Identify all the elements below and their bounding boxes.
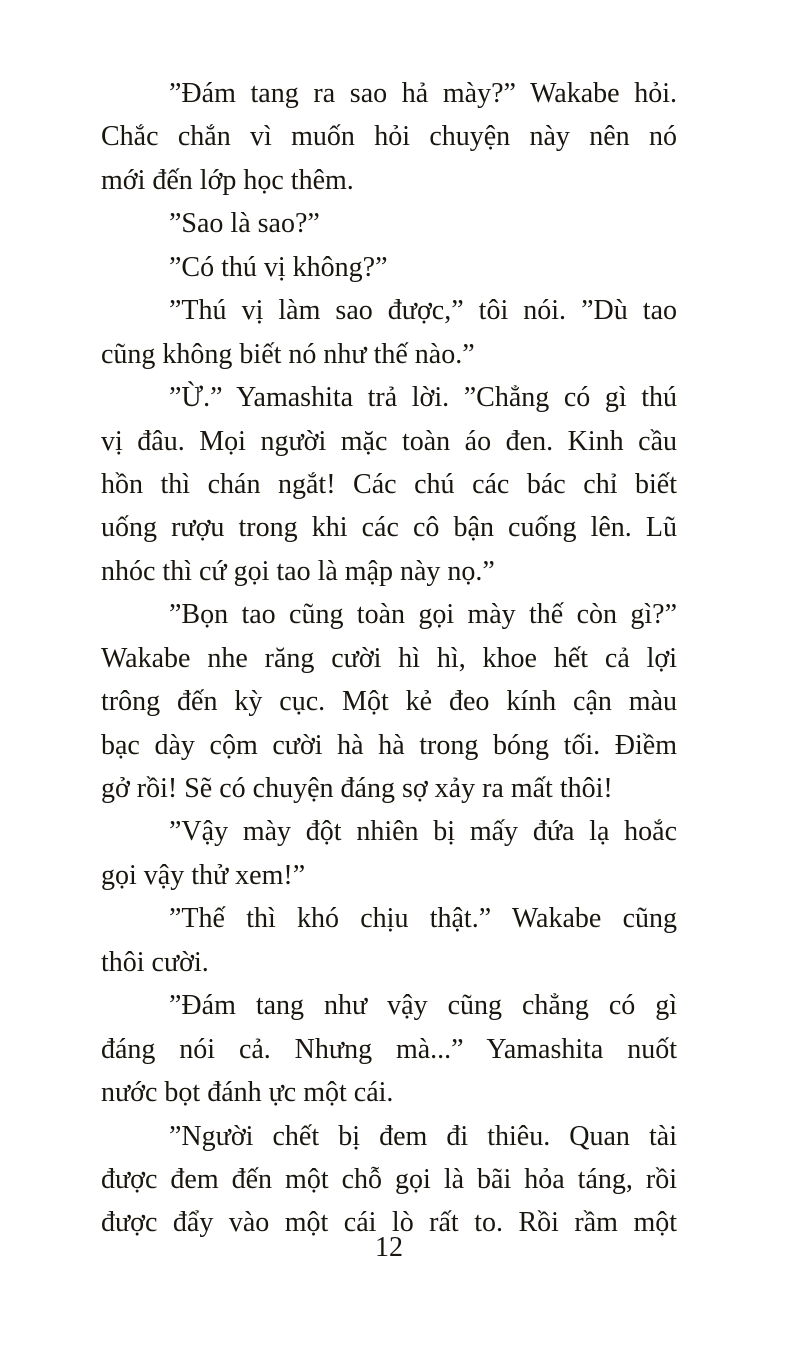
text-line: được đẩy vào một cái lò rất to. Rồi rầm một [101,1207,677,1239]
text-line: ”Thú vị làm sao được,” tôi nói. ”Dù tao [169,295,677,327]
text-line: nhóc thì cứ gọi tao là mập này nọ.” [101,555,495,587]
text-line: đáng nói cả. Nhưng mà...” Yamashita nuốt [101,1033,677,1065]
text-line: uống rượu trong khi các cô bận cuống lên. Lũ [101,512,677,544]
text-line: ”Người chết bị đem đi thiêu. Quan tài [169,1120,677,1152]
text-line: ”Có thú vị không?” [169,251,388,283]
text-line: ”Ừ.” Yamashita trả lời. ”Chẳng có gì thú [169,382,677,414]
text-line: Wakabe nhe răng cười hì hì, khoe hết cả lợi [101,642,677,674]
text-line: hồn thì chán ngắt! Các chú các bác chỉ biết [101,468,677,500]
text-line: mới đến lớp học thêm. [101,164,354,196]
text-line: Chắc chắn vì muốn hỏi chuyện này nên nó [101,121,677,153]
text-line: vị đâu. Mọi người mặc toàn áo đen. Kinh cầu [101,425,677,457]
text-line: trông đến kỳ cục. Một kẻ đeo kính cận màu [101,686,677,718]
body-text [101,72,677,1245]
text-line: được đem đến một chỗ gọi là bãi hỏa táng, rồi [101,1163,677,1195]
text-line: ”Thế thì khó chịu thật.” Wakabe cũng [169,903,677,935]
text-line: ”Bọn tao cũng toàn gọi mày thế còn gì?” [169,599,677,631]
text-line: bạc dày cộm cười hà hà trong bóng tối. Điềm [101,729,677,761]
text-line: nước bọt đánh ực một cái. [101,1077,394,1109]
text-line: thôi cười. [101,946,209,978]
text-line: ”Vậy mày đột nhiên bị mấy đứa lạ hoắc [169,816,677,848]
text-line: gọi vậy thử xem!” [101,859,306,891]
text-line: ”Đám tang ra sao hả mày?” Wakabe hỏi. [169,78,677,109]
text-line: gở rồi! Sẽ có chuyện đáng sợ xảy ra mất thôi! [101,773,613,804]
text-line: ”Sao là sao?” [169,208,320,240]
page-number: 12 [375,1232,403,1263]
text-line: ”Đám tang như vậy cũng chẳng có gì [169,990,677,1022]
text-line: cũng không biết nó như thế nào.” [101,338,475,370]
